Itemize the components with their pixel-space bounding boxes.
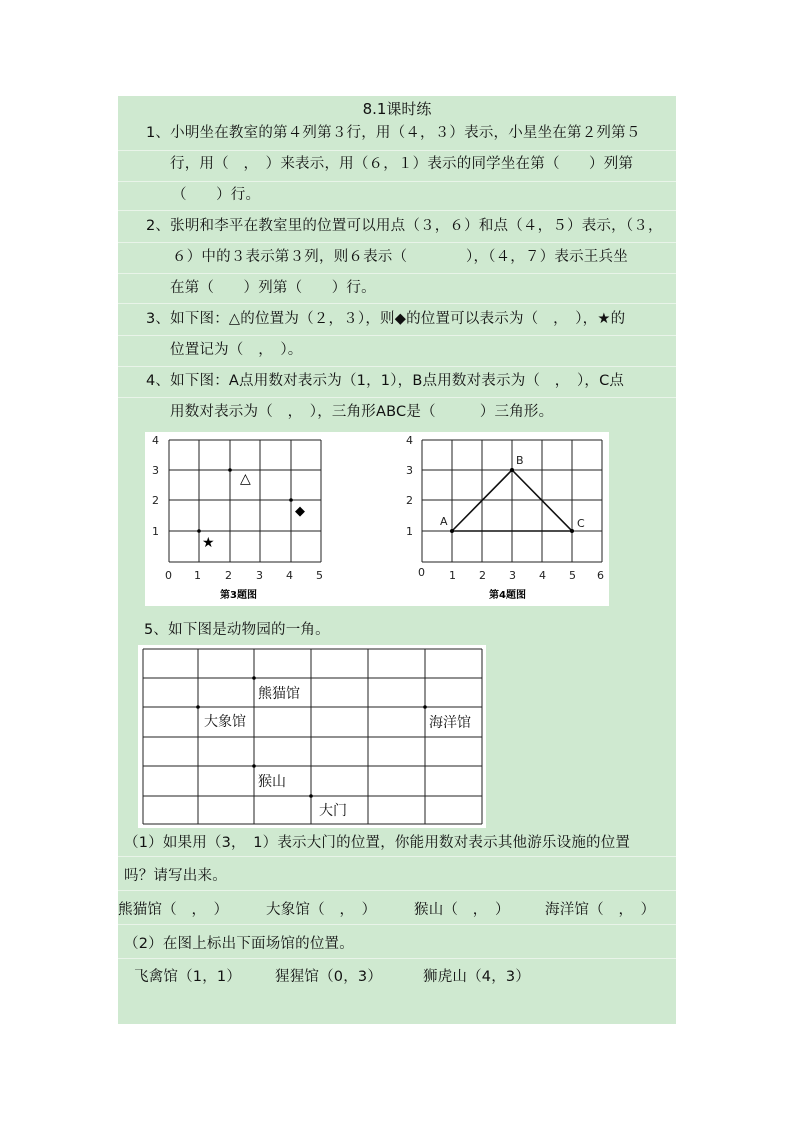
q4-line-2: 用数对表示为（ ， ），三角形ABC是（ ）三角形。 bbox=[170, 404, 554, 420]
row-divider bbox=[118, 273, 676, 274]
q1-line-1: 1、小明坐在教室的第４列第３行，用（４，３）表示，小星坐在第２列第５ bbox=[146, 125, 641, 141]
fig3-x-tick: 3 bbox=[256, 569, 263, 582]
fig4-y-tick: 4 bbox=[406, 434, 413, 447]
answer-ocean: 海洋馆（ ， ） bbox=[545, 902, 656, 918]
page-title: 8.1课时练 bbox=[362, 100, 432, 118]
row-divider bbox=[118, 335, 676, 336]
q1-line-2: 行，用（ ， ）来表示，用（６，１）表示的同学坐在第（ ）列第 bbox=[170, 156, 634, 172]
answer-panda: 熊猫馆（ ， ） bbox=[118, 902, 229, 918]
q5-intro: 5、如下图是动物园的一角。 bbox=[144, 622, 330, 638]
mark-item-bird: 飞禽馆（1，1） bbox=[134, 969, 242, 985]
figures-panel bbox=[145, 432, 609, 606]
fig3-y-tick: 2 bbox=[152, 494, 159, 507]
q3-line-1: 3、如下图：△的位置为（２，３），则◆的位置可以表示为（ ， ），★的 bbox=[146, 311, 626, 327]
row-divider bbox=[118, 958, 676, 959]
row-divider bbox=[118, 210, 676, 211]
ocean-house-label: 海洋馆 bbox=[429, 715, 471, 731]
row-divider bbox=[118, 242, 676, 243]
fig4-y-tick: 3 bbox=[406, 464, 413, 477]
star-mark: ★ bbox=[202, 535, 215, 551]
fig3-x-tick: 4 bbox=[286, 569, 293, 582]
q5-sub1-line-2: 吗？请写出来。 bbox=[124, 868, 227, 884]
q5-sub1-line-1: （1）如果用（3， 1）表示大门的位置，你能用数对表示其他游乐设施的位置 bbox=[124, 835, 631, 851]
q3-line-2: 位置记为（ ， ）。 bbox=[170, 342, 303, 358]
q4-line-1: 4、如下图：A点用数对表示为（1，1），B点用数对表示为（ ， ），C点 bbox=[146, 373, 625, 389]
diamond-mark: ◆ bbox=[295, 504, 305, 519]
answer-elephant: 大象馆（ ， ） bbox=[266, 902, 377, 918]
monkey-hill-label: 猴山 bbox=[258, 774, 286, 790]
fig3-y-tick: 1 bbox=[152, 525, 159, 538]
row-divider bbox=[118, 181, 676, 182]
fig4-x-tick: 1 bbox=[449, 569, 456, 582]
fig4-y-tick: 1 bbox=[406, 525, 413, 538]
q2-line-3: 在第（ ）列第（ ）行。 bbox=[170, 280, 376, 296]
mark-item-gorilla: 猩猩馆（0，3） bbox=[275, 969, 383, 985]
fig3-y-tick: 4 bbox=[152, 434, 159, 447]
q5-sub2: （2）在图上标出下面场馆的位置。 bbox=[124, 936, 354, 952]
zoo-map-panel bbox=[138, 645, 486, 828]
point-a-label: A bbox=[440, 515, 448, 528]
fig3-x-tick: 0 bbox=[165, 569, 172, 582]
mark-item-lion: 狮虎山（4，3） bbox=[423, 969, 531, 985]
answer-monkey: 猴山（ ， ） bbox=[414, 902, 510, 918]
fig3-x-tick: 2 bbox=[225, 569, 232, 582]
q1-line-3: （ ）行。 bbox=[172, 187, 261, 203]
figure-3 bbox=[152, 434, 323, 601]
fig4-x-tick: 3 bbox=[509, 569, 516, 582]
fig4-x-tick: 5 bbox=[569, 569, 576, 582]
q2-line-2: ６）中的３表示第３列，则６表示（ ），（４，７）表示王兵坐 bbox=[172, 249, 628, 265]
fig3-x-tick: 5 bbox=[316, 569, 323, 582]
row-divider bbox=[118, 890, 676, 891]
row-divider bbox=[118, 924, 676, 925]
fig3-caption: 第3题图 bbox=[220, 590, 257, 601]
q2-line-1: 2、张明和李平在教室里的位置可以用点（３，６）和点（４，５）表示，（３， bbox=[146, 218, 663, 234]
row-divider bbox=[118, 150, 676, 151]
fig3-y-tick: 3 bbox=[152, 464, 159, 477]
fig4-x-tick: 6 bbox=[597, 569, 604, 582]
figure-4 bbox=[406, 434, 604, 601]
elephant-house-label: 大象馆 bbox=[204, 714, 246, 730]
row-divider bbox=[118, 303, 676, 304]
fig4-x-tick: 4 bbox=[539, 569, 546, 582]
point-b-label: B bbox=[516, 454, 524, 467]
fig4-x-tick: 0 bbox=[418, 566, 425, 579]
fig3-x-tick: 1 bbox=[194, 569, 201, 582]
fig4-caption: 第4题图 bbox=[489, 590, 526, 601]
panda-house-label: 熊猫馆 bbox=[258, 686, 300, 702]
row-divider bbox=[118, 856, 676, 857]
triangle-mark: △ bbox=[240, 471, 251, 487]
fig4-y-tick: 2 bbox=[406, 494, 413, 507]
gate-label: 大门 bbox=[319, 803, 347, 819]
row-divider bbox=[118, 366, 676, 367]
point-c-label: C bbox=[577, 517, 585, 530]
fig4-x-tick: 2 bbox=[479, 569, 486, 582]
row-divider bbox=[118, 397, 676, 398]
